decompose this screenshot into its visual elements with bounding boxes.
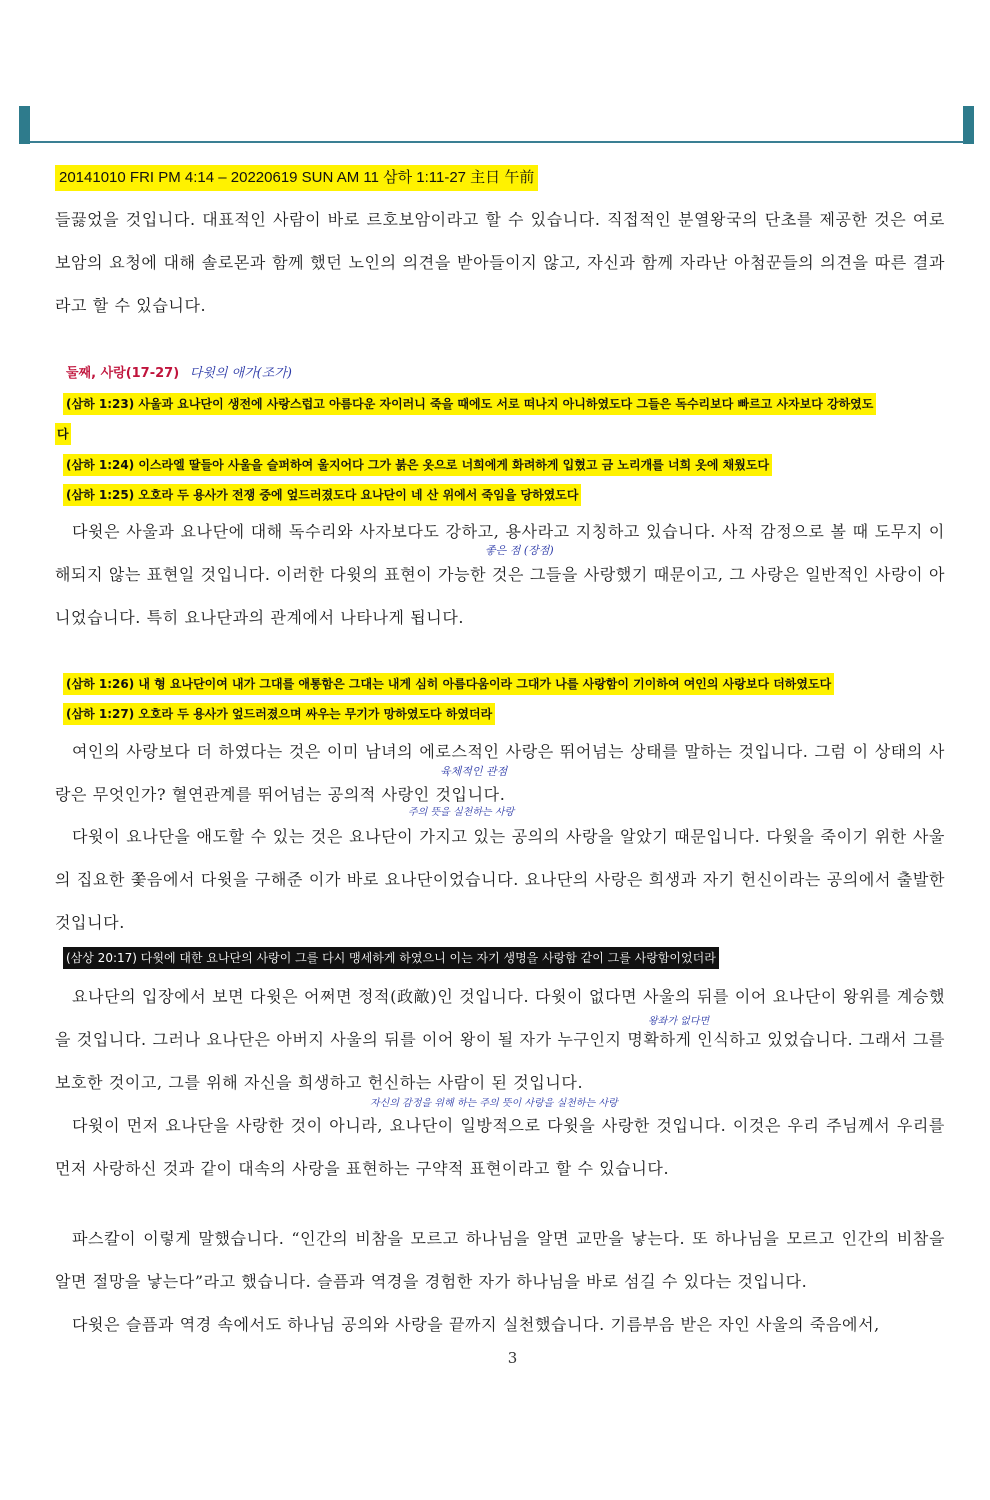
left-margin-bar	[19, 106, 30, 144]
section-heading-note: 다윗의 애가(조가)	[189, 366, 292, 381]
paragraph-2: 다윗은 사울과 요나단에 대해 독수리와 사자보다도 강하고, 용사라고 지칭하고 있습니다. 사적 감정으로 볼 때 도무지 이해되지 않는 표현일 것입니다. 이러한 다윗의 표현이 가능한 것은 그들을 사랑했기 때문이고, 그 사랑은 일반적인 사랑이 아니었습니다. 특히 요나단과의 관계에서 나타나게 됩니다.	[55, 522, 945, 627]
section-heading-label: 둘째, 사랑(17-27)	[66, 366, 180, 381]
page-number: 3	[507, 1349, 518, 1367]
verse-2sam-1-26: (삼하 1:26) 내 형 요나단이여 내가 그대를 애통함은 그대는 내게 심히 아름다움이라 그대가 나를 사랑함이 기이하여 여인의 사랑보다 더하였도다	[63, 673, 834, 695]
right-margin-bar	[963, 106, 974, 144]
handwritten-note-5: 자신의 감정을 위해 하는 주의 뜻이 사랑을 실천하는 사랑	[370, 1098, 618, 1109]
verse-2sam-1-23: (삼하 1:23) 사울과 요나단이 생전에 사랑스럽고 아름다운 자이러니 죽을 때에도 서로 떠나지 아니하였도다 그들은 독수리보다 빠르고 사자보다 강하였도	[63, 393, 876, 415]
paragraph-3: 여인의 사랑보다 더 하였다는 것은 이미 남녀의 에로스적인 사랑은 뛰어넘는 상태를 말하는 것입니다. 그럼 이 상태의 사랑은 무엇인가? 혈연관계를 뛰어넘는 공의적 사랑인 것입니다.	[55, 742, 945, 804]
verse-2sam-1-24: (삼하 1:24) 이스라엘 딸들아 사울을 슬퍼하여 울지어다 그가 붉은 옷으로 너희에게 화려하게 입혔고 금 노리개를 너희 옷에 채웠도다	[63, 454, 772, 476]
paragraph-7: 파스칼이 이렇게 말했습니다. “인간의 비참을 모르고 하나님을 알면 교만을 낳는다. 또 하나님을 모르고 인간의 비참을 알면 절망을 낳는다”라고 했습니다. 슬픔과 역경을 경험한 자가 하나님을 바로 섬길 수 있다는 것입니다.	[55, 1229, 945, 1291]
paragraph-6: 다윗이 먼저 요나단을 사랑한 것이 아니라, 요나단이 일방적으로 다윗을 사랑한 것입니다. 이것은 우리 주님께서 우리를 먼저 사랑하신 것과 같이 대속의 사랑을 표현하는 구약적 표현이라고 할 수 있습니다.	[55, 1116, 945, 1178]
handwritten-note-3: 주의 뜻을 실천하는 사랑	[408, 807, 515, 818]
verse-2sam-1-27: (삼하 1:27) 오호라 두 용사가 엎드러졌으며 싸우는 무기가 망하였도다 하였더라	[63, 703, 495, 725]
verse-2sam-1-25: (삼하 1:25) 오호라 두 용사가 전쟁 중에 엎드러졌도다 요나단이 네 산 위에서 죽임을 당하였도다	[63, 484, 581, 506]
paragraph-8: 다윗은 슬픔과 역경 속에서도 하나님 공의와 사랑을 끝까지 실천했습니다. 기름부음 받은 자인 사울의 죽음에서,	[72, 1315, 880, 1334]
verse-2sam-1-23-cont: 다	[55, 423, 71, 445]
verse-1sam-20-17: (삼상 20:17) 다윗에 대한 요나단의 사랑이 그를 다시 맹세하게 하였으니 이는 자기 생명을 사랑함 같이 그를 사랑함이었더라	[63, 947, 719, 969]
paragraph-4: 다윗이 요나단을 애도할 수 있는 것은 요나단이 가지고 있는 공의의 사랑을 알았기 때문입니다. 다윗을 죽이기 위한 사울의 집요한 쫓음에서 다윗을 구해준 이가 바로 요나단이었습니다. 요나단의 사랑은 희생과 자기 헌신이라는 공의에서 출발한 것입니다.	[55, 827, 945, 932]
header-date-label: 20141010 FRI PM 4:14 – 20220619 SUN AM 11 삼하 1:11-27 主日 午前	[55, 165, 538, 191]
paragraph-5: 요나단의 입장에서 보면 다윗은 어쩌면 정적(政敵)인 것입니다. 다윗이 없다면 사울의 뒤를 이어 요나단이 왕위를 계승했을 것입니다. 그러나 요나단은 아버지 사울의 뒤를 이어 왕이 될 자가 누구인지 명확하게 인식하고 있었습니다. 그래서 그를 보호한 것이고, 그를 위해 자신을 희생하고 헌신하는 사람이 된 것입니다.	[55, 987, 945, 1092]
handwritten-note-2: 육체적인 관점	[440, 765, 508, 778]
header-rule	[30, 141, 964, 143]
section-heading	[66, 362, 292, 381]
handwritten-note-1: 좋은 점 (장점)	[485, 544, 554, 557]
paragraph-1: 들끓었을 것입니다. 대표적인 사람이 바로 르호보암이라고 할 수 있습니다. 직접적인 분열왕국의 단초를 제공한 것은 여로보암의 요청에 대해 솔로몬과 함께 했던 노인의 의견을 받아들이지 않고, 자신과 함께 자라난 아첨꾼들의 의견을 따른 결과라고 할 수 있습니다.	[55, 210, 945, 315]
handwritten-note-4: 왕좌가 없다면	[648, 1016, 710, 1027]
